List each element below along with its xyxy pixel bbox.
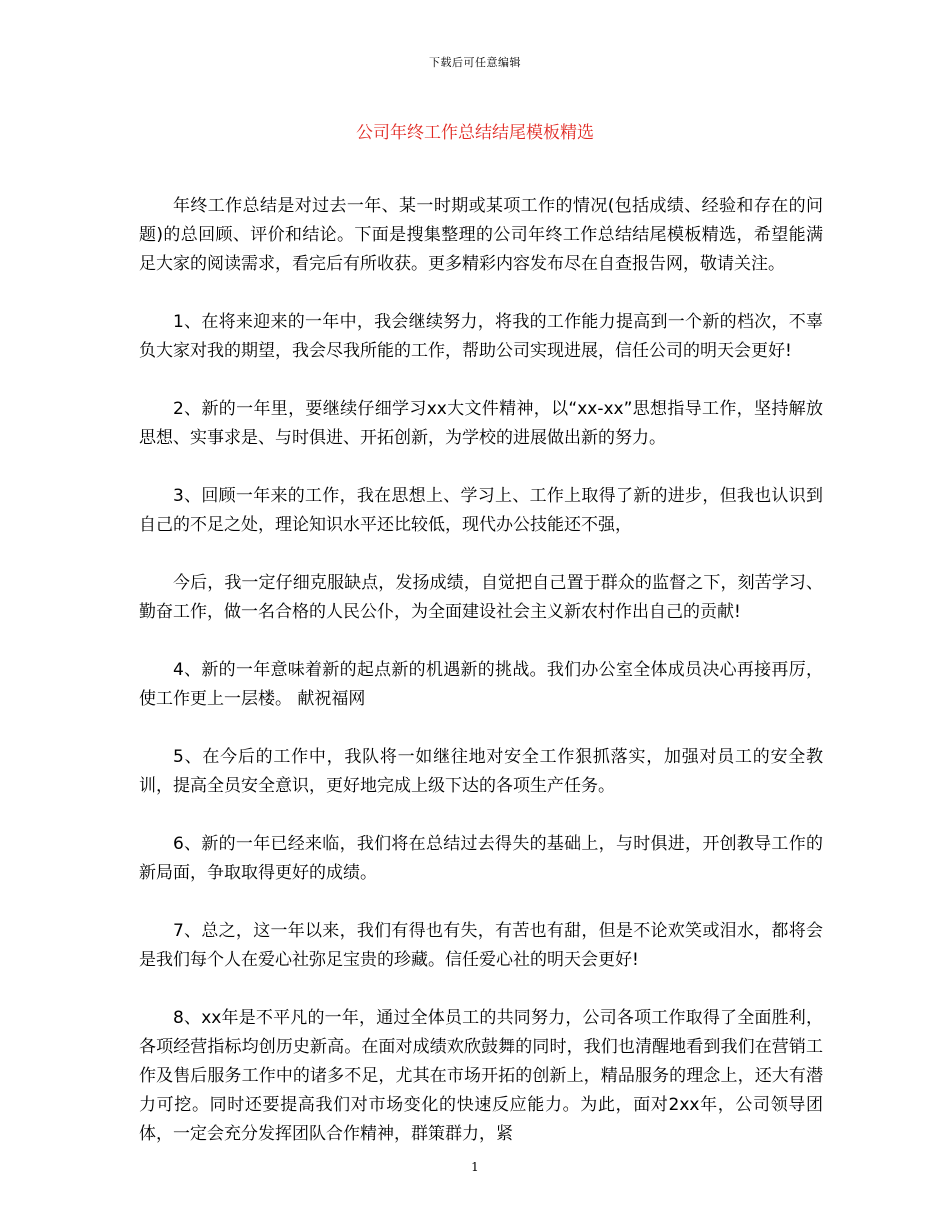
paragraph-item-6: 6、新的一年已经来临，我们将在总结过去得失的基础上，与时俱进，开创教导工作的新局面，争取取得更好的成绩。 bbox=[139, 834, 823, 883]
paragraph-intro: 年终工作总结是对过去一年、某一时期或某项工作的情况(包括成绩、经验和存在的问题)的总回顾、评价和结论。下面是搜集整理的公司年终工作总结结尾模板精选，希望能满足大家的阅读需求，看完后有所收获。更多精彩内容发布尽在自查报告网，敬请关注。 bbox=[139, 196, 823, 274]
paragraph-item-2: 2、新的一年里，要继续仔细学习xx大文件精神，以“xx-xx”思想指导工作，坚持解放思想、实事求是、与时俱进、开拓创新，为学校的进展做出新的努力。 bbox=[139, 399, 823, 448]
paragraph-item-4: 4、新的一年意味着新的起点新的机遇新的挑战。我们办公室全体成员决心再接再厉，使工作更上一层楼。 献祝福网 bbox=[139, 660, 823, 709]
paragraph-item-3-continued: 今后，我一定仔细克服缺点，发扬成绩，自觉把自己置于群众的监督之下，刻苦学习、勤奋工作，做一名合格的人民公仆，为全面建设社会主义新农村作出自己的贡献! bbox=[139, 573, 823, 622]
paragraph-item-8: 8、xx年是不平凡的一年，通过全体员工的共同努力，公司各项工作取得了全面胜利，各项经营指标均创历史新高。在面对成绩欢欣鼓舞的同时，我们也清醒地看到我们在营销工作及售后服务工作中的诸多不足，尤其在市场开拓的创新上，精品服务的理念上，还大有潜力可挖。同时还要提高我们对市场变化的快速反应能力。为此，面对2xx年，公司领导团体，一定会充分发挥团队合作精神，群策群力，紧 bbox=[139, 1008, 823, 1144]
paragraph-item-5: 5、在今后的工作中，我队将一如继往地对安全工作狠抓落实，加强对员工的安全教训，提高全员安全意识，更好地完成上级下达的各项生产任务。 bbox=[139, 747, 823, 796]
paragraph-item-3: 3、回顾一年来的工作，我在思想上、学习上、工作上取得了新的进步，但我也认识到自己的不足之处，理论知识水平还比较低，现代办公技能还不强， bbox=[139, 486, 823, 535]
page-number: 1 bbox=[471, 1160, 479, 1174]
document-title: 公司年终工作总结结尾模板精选 bbox=[356, 123, 594, 143]
document-body bbox=[139, 192, 823, 1149]
paragraph-item-1: 1、在将来迎来的一年中，我会继续努力，将我的工作能力提高到一个新的档次，不辜负大家对我的期望，我会尽我所能的工作，帮助公司实现进展，信任公司的明天会更好! bbox=[139, 312, 823, 361]
header-note: 下载后可任意编辑 bbox=[429, 56, 521, 69]
paragraph-item-7: 7、总之，这一年以来，我们有得也有失，有苦也有甜，但是不论欢笑或泪水，都将会是我们每个人在爱心社弥足宝贵的珍藏。信任爱心社的明天会更好! bbox=[139, 921, 823, 970]
